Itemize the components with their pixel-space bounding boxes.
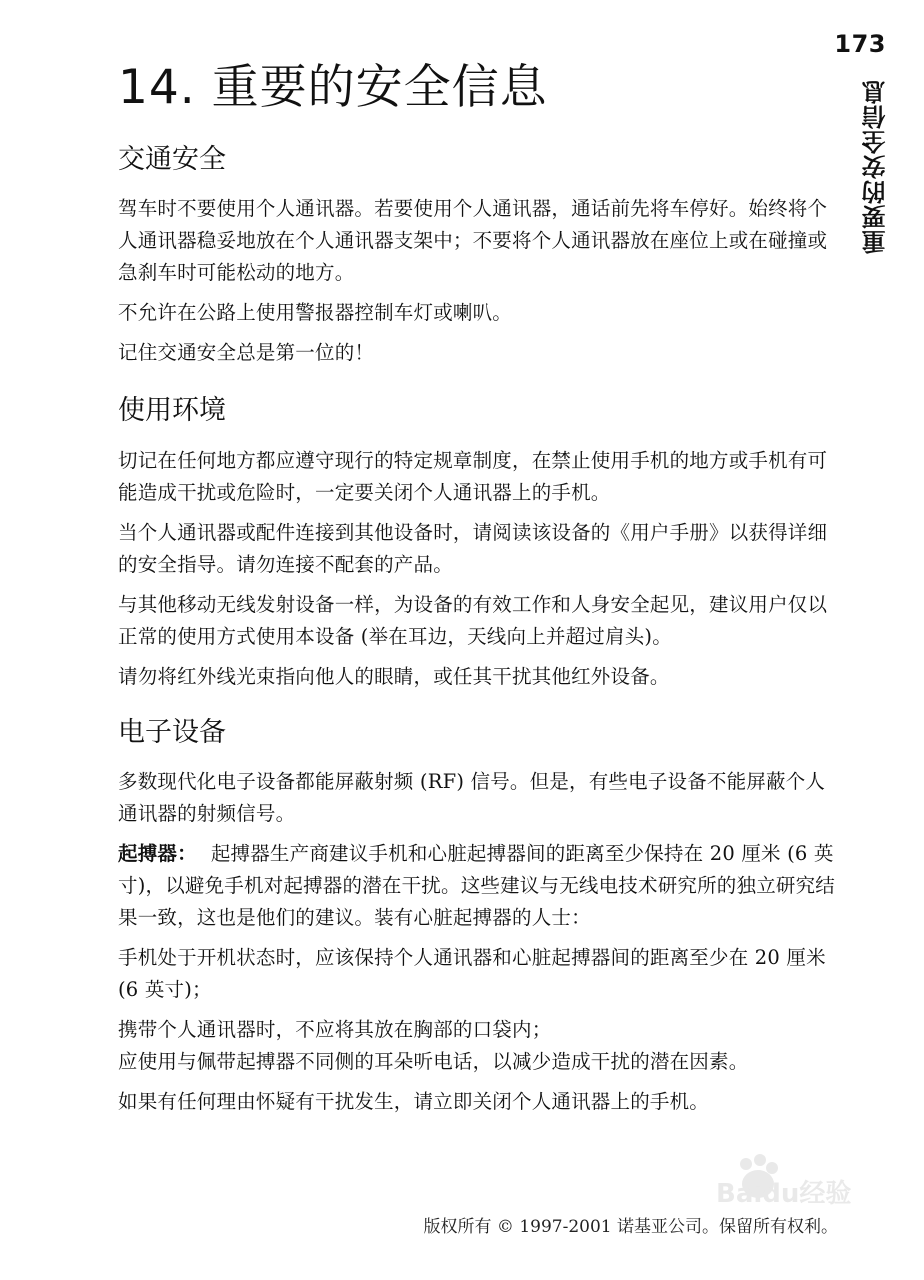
list-item: 手机处于开机状态时，应该保持个人通讯器和心脏起搏器间的距离至少在 20 厘米 (6 英寸)；	[118, 945, 826, 1001]
list-item: 应使用与佩带起搏器不同侧的耳朵听电话，以减少造成干扰的潜在因素。	[118, 1049, 749, 1073]
paragraph: 不允许在公路上使用警报器控制车灯或喇叭。	[118, 301, 513, 325]
paragraph: 与其他移动无线发射设备一样，为设备的有效工作和人身安全起见，建议用户仅以正常的使用方式使用本设备 (举在耳边，天线向上并超过肩头)。	[118, 592, 828, 648]
chapter-title: 14. 重要的安全信息	[118, 60, 548, 115]
section-title: 使用环境	[118, 395, 226, 427]
page-number: 173	[834, 30, 886, 58]
paragraph: 如果有任何理由怀疑有干扰发生，请立即关闭个人通讯器上的手机。	[118, 1089, 710, 1113]
paragraph: 多数现代化电子设备都能屏蔽射频 (RF) 信号。但是，有些电子设备不能屏蔽个人通讯器的射频信号。	[118, 769, 826, 825]
watermark-text: Baidu经验	[716, 1179, 852, 1209]
section-title: 交通安全	[118, 144, 226, 176]
section-traffic-safety	[118, 142, 840, 369]
copyright-footer: 版权所有 © 1997-2001 诺基亚公司。保留所有权利。	[423, 1217, 838, 1237]
page-content	[118, 60, 840, 1140]
list-item: 携带个人通讯器时，不应将其放在胸部的口袋内；	[118, 1017, 552, 1041]
section-title: 电子设备	[118, 716, 226, 748]
paragraph: 请勿将红外线光束指向他人的眼睛，或任其干扰其他红外设备。	[118, 664, 670, 688]
paragraph: 切记在任何地方都应遵守现行的特定规章制度，在禁止使用手机的地方或手机有可能造成干扰或危险时，一定要关闭个人通讯器上的手机。	[118, 448, 828, 504]
section-operating-environment	[118, 393, 840, 692]
pacemaker-paragraph	[118, 838, 840, 934]
side-tab-chapter-label: 重要的安全信息	[862, 79, 890, 254]
baidu-watermark-logo	[706, 1150, 886, 1210]
paragraph: 记住交通安全总是第一位的！	[118, 341, 375, 365]
paragraph: 驾车时不要使用个人通讯器。若要使用个人通讯器，通话前先将车停好。始终将个人通讯器稳妥地放在个人通讯器支架中；不要将个人通讯器放在座位上或在碰撞或急刹车时可能松动的地方。	[118, 197, 828, 285]
pacemaker-label: 起搏器：	[118, 841, 197, 865]
paragraph: 当个人通讯器或配件连接到其他设备时，请阅读该设备的《用户手册》以获得详细的安全指导。请勿连接不配套的产品。	[118, 520, 828, 576]
section-electronic-devices	[118, 715, 840, 1118]
pacemaker-text: 起搏器生产商建议手机和心脏起搏器间的距离至少保持在 20 厘米 (6 英寸)，以避免手机对起搏器的潜在干扰。这些建议与无线电技术研究所的独立研究结果一致，这也是他们的建议。装有心脏起搏器的人士：	[118, 841, 836, 929]
